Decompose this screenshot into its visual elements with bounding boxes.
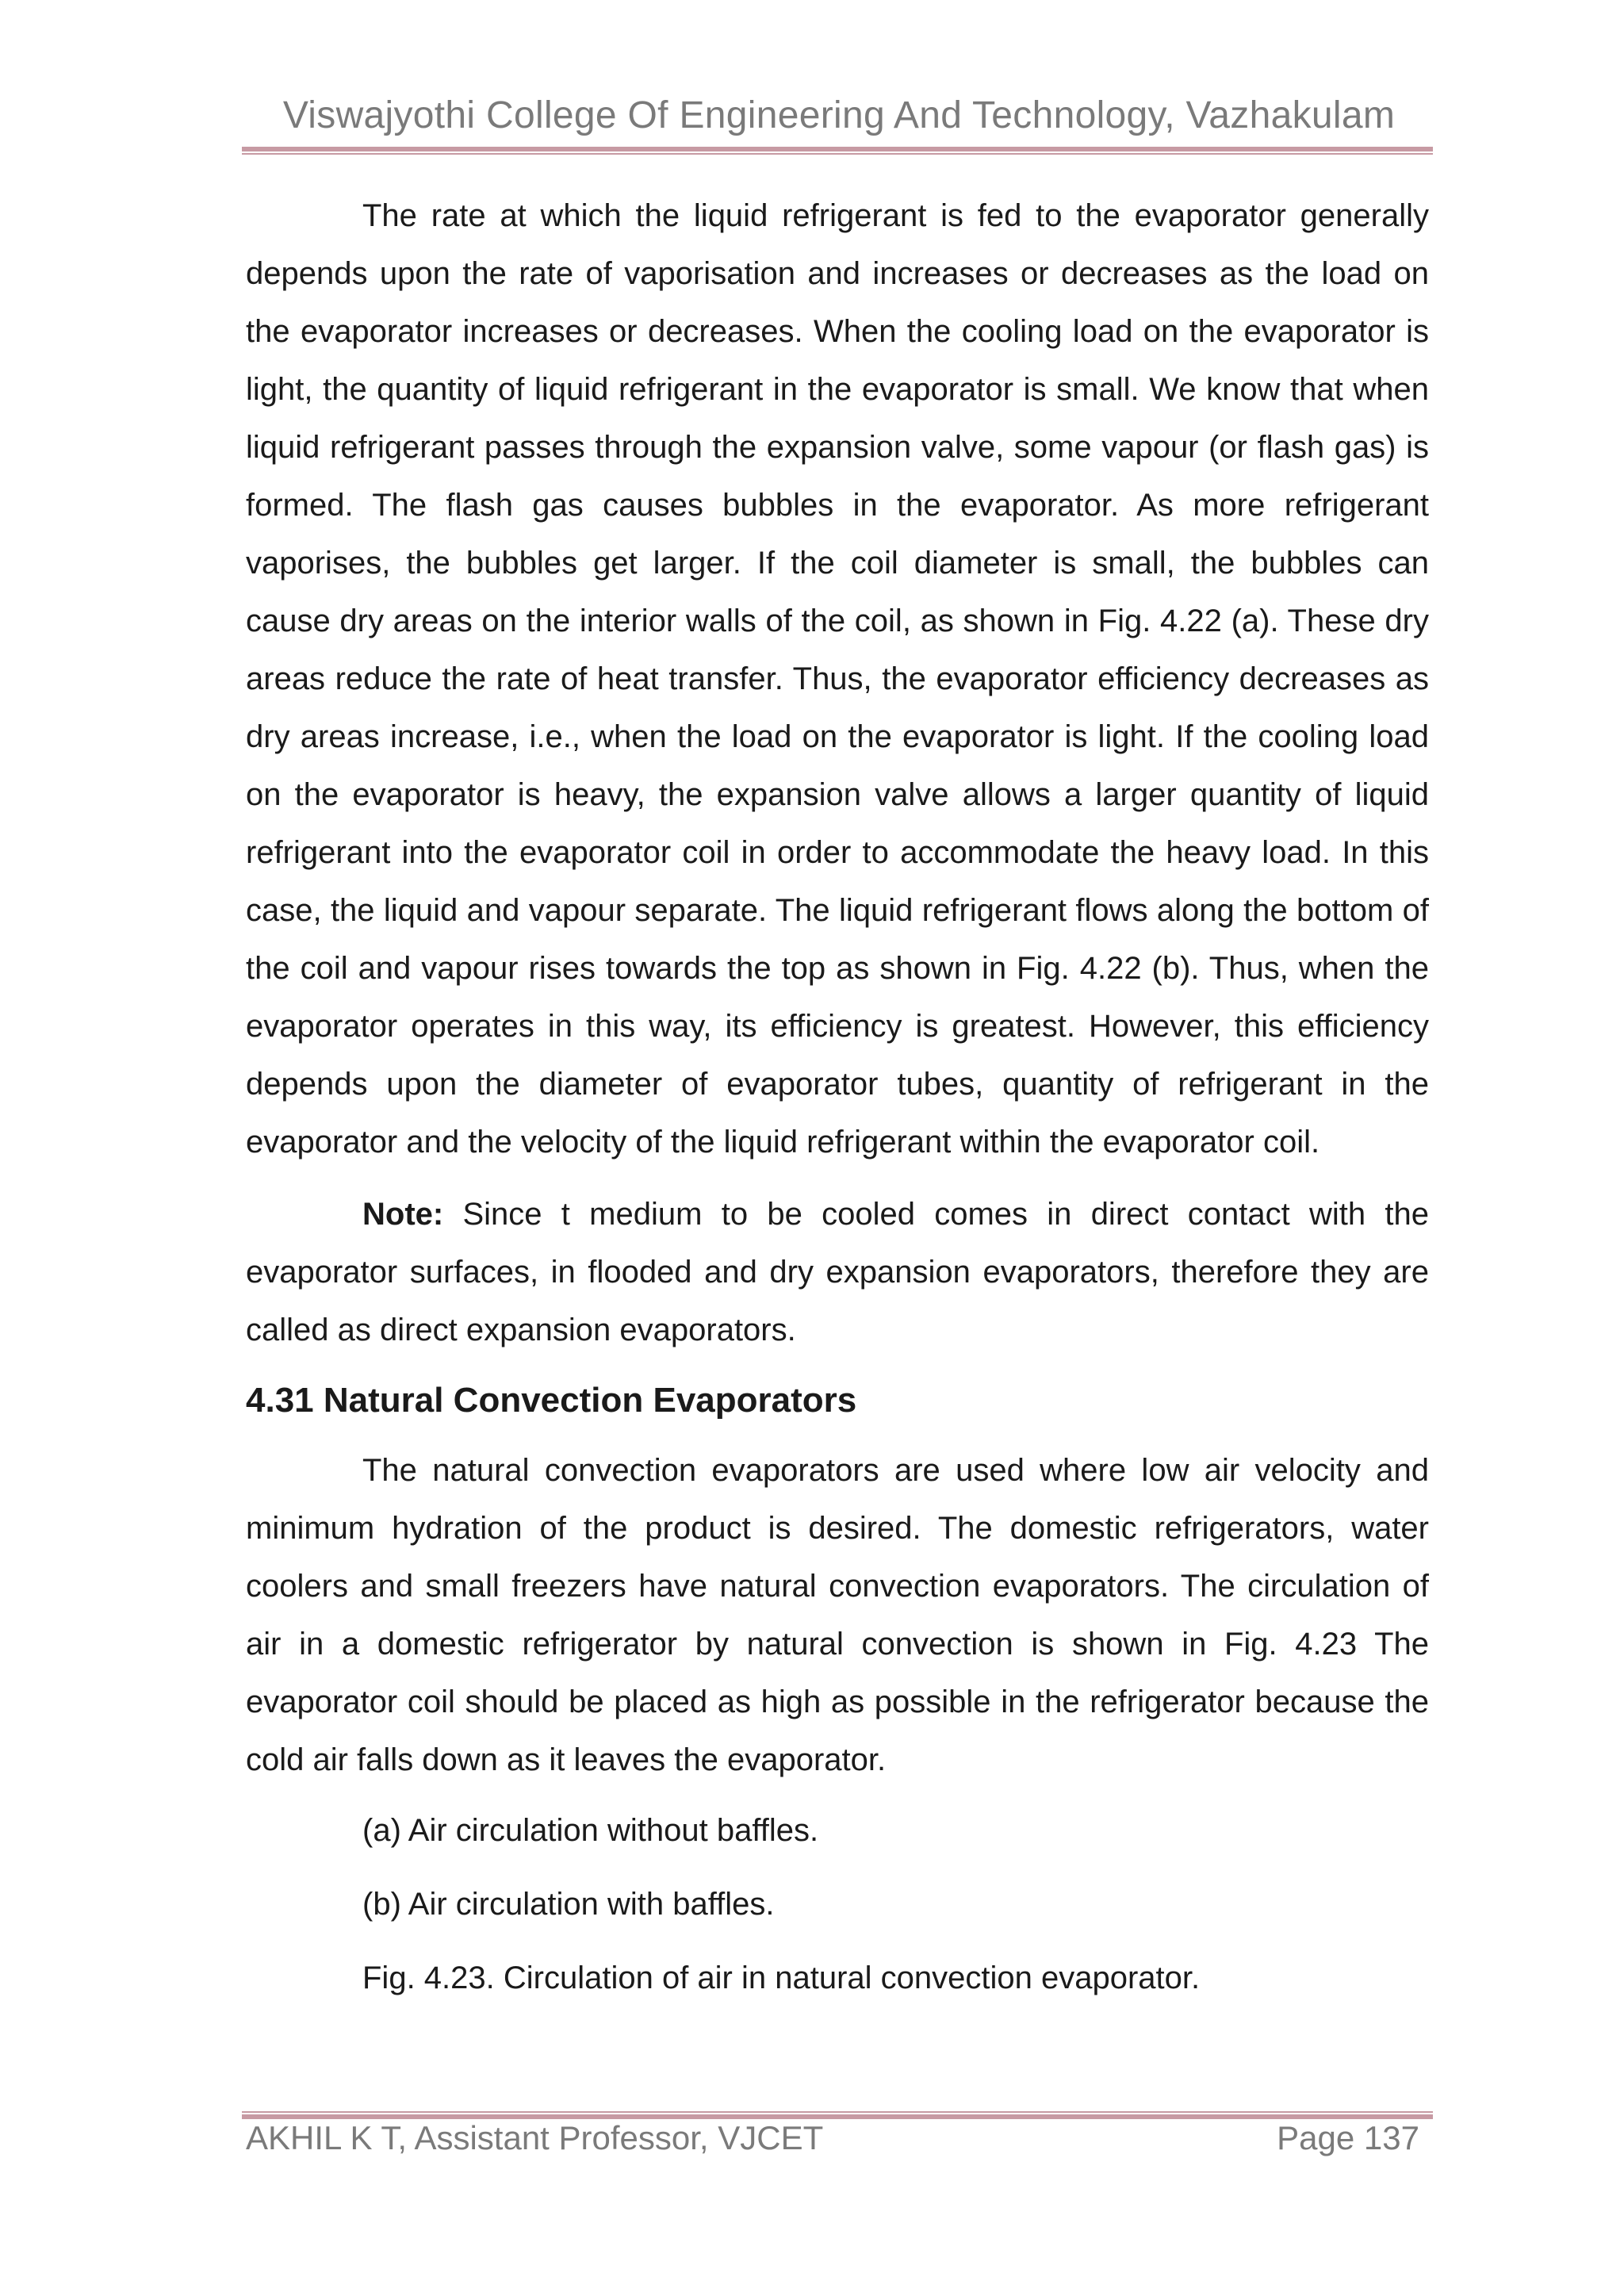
header-divider xyxy=(242,147,1433,155)
note-label: Note: xyxy=(362,1197,444,1232)
page-header-title: Viswajyothi College Of Engineering And Technology, Vazhakulam xyxy=(282,94,1396,136)
note-text: Since t medium to be cooled comes in direct contact with the evaporator surfaces, in flooded and dry expansion evaporators, therefore they are called as direct expansion evaporators. xyxy=(246,1197,1429,1347)
figure-caption: Fig. 4.23. Circulation of air in natural convection evaporator. xyxy=(362,1961,1201,1995)
body-paragraph-2: The natural convection evaporators are used where low air velocity and minimum hydration of the product is desired. The domestic refrigerators, water coolers and small freezers have natural convection evaporators. The circulation of air in a domestic refrigerator by natural convection is shown in Fig. 4.23 The evaporator coil should be placed as high as possible in the refrigerator because the cold air falls down as it leaves the evaporator. xyxy=(246,1453,1429,1777)
footer-author: AKHIL K T, Assistant Professor, VJCET xyxy=(246,2119,824,2156)
footer-divider xyxy=(242,2111,1433,2119)
footer-page-number: Page 137 xyxy=(1277,2119,1419,2156)
caption-b: (b) Air circulation with baffles. xyxy=(362,1887,775,1922)
note-paragraph xyxy=(246,1186,1429,1359)
section-heading: 4.31 Natural Convection Evaporators xyxy=(246,1381,857,1420)
page-content xyxy=(246,187,1429,2023)
body-paragraph-1: The rate at which the liquid refrigerant is fed to the evaporator generally depends upon the rate of vaporisation and increases or decreases as the load on the evaporator increases or decreases. When the cooling load on the evaporator is light, the quantity of liquid refrigerant in the evaporator is small. We know that when liquid refrigerant passes through the expansion valve, some vapour (or flash gas) is formed. The flash gas causes bubbles in the evaporator. As more refrigerant vaporises, the bubbles get larger. If the coil diameter is small, the bubbles can cause dry areas on the interior walls of the coil, as shown in Fig. 4.22 (a). These dry areas reduce the rate of heat transfer. Thus, the evaporator efficiency decreases as dry areas increase, i.e., when the load on the evaporator is light. If the cooling load on the evaporator is heavy, the expansion valve allows a larger quantity of liquid refrigerant into the evaporator coil in order to accommodate the heavy load. In this case, the liquid and vapour separate. The liquid refrigerant flows along the bottom of the coil and vapour rises towards the top as shown in Fig. 4.22 (b). Thus, when the evaporator operates in this way, its efficiency is greatest. However, this efficiency depends upon the diameter of evaporator tubes, quantity of refrigerant in the evaporator and the velocity of the liquid refrigerant within the evaporator coil. xyxy=(246,198,1429,1159)
caption-a: (a) Air circulation without baffles. xyxy=(362,1813,819,1848)
